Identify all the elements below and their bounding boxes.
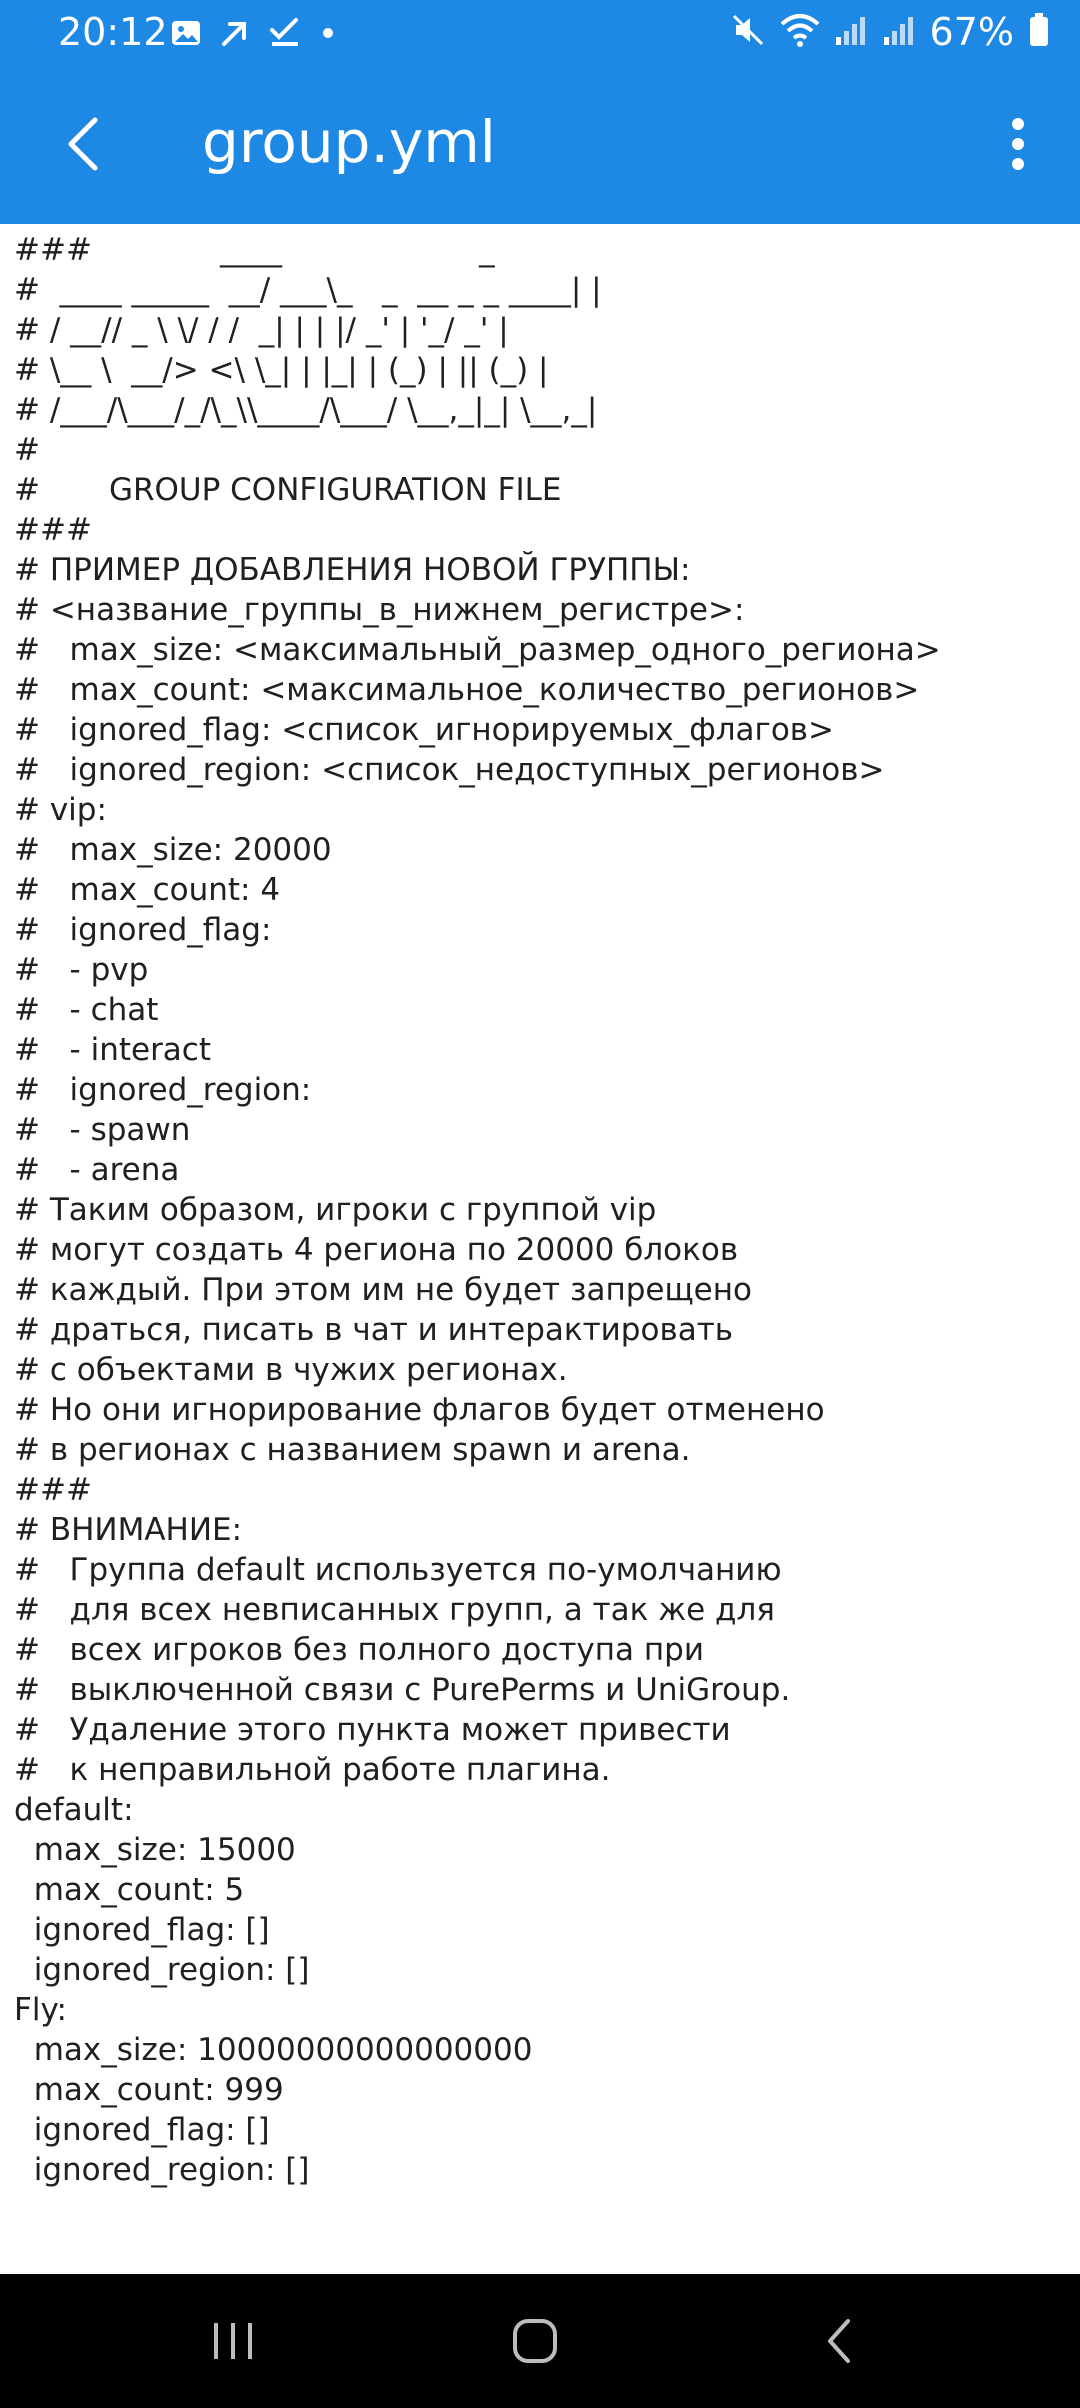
status-time: 20:12	[58, 10, 168, 54]
back-button[interactable]	[44, 104, 124, 184]
code-line: # в регионах с названием spawn и arena.	[14, 1432, 691, 1468]
dot-icon	[318, 23, 338, 47]
code-line: # <название_группы_в_нижнем_регистре>:	[14, 592, 745, 628]
code-line: # - pvp	[14, 952, 149, 988]
code-line: max_size: 10000000000000000	[14, 2032, 533, 2068]
code-line: ignored_region: []	[14, 1952, 310, 1988]
code-line: max_count: 999	[14, 2072, 284, 2108]
code-line: # GROUP CONFIGURATION FILE	[14, 472, 562, 508]
recents-icon	[208, 2317, 258, 2365]
code-line: # всех игроков без полного доступа при	[14, 1632, 704, 1668]
code-line: # каждый. При этом им не будет запрещено	[14, 1272, 752, 1308]
code-line: # /___/\___/_/\_\\____/\___/ \__,_|_| \__,_|	[14, 392, 598, 428]
mute-icon	[730, 12, 766, 52]
code-line: ignored_flag: []	[14, 1912, 270, 1948]
more-options-button[interactable]	[978, 104, 1058, 184]
code-line: Fly:	[14, 1992, 67, 2028]
system-back-button[interactable]	[800, 2301, 880, 2381]
code-line: # Таким образом, игроки с группой vip	[14, 1192, 657, 1228]
code-line: # ignored_flag:	[14, 912, 272, 948]
code-line: # ВНИМАНИЕ:	[14, 1512, 243, 1548]
code-line: max_size: 15000	[14, 1832, 296, 1868]
check-inbox-icon	[268, 16, 302, 54]
file-text	[14, 230, 1070, 2190]
code-line: ###	[14, 1472, 92, 1508]
arrow-left-icon	[59, 114, 109, 174]
code-line: # могут создать 4 региона по 20000 блоков	[14, 1232, 739, 1268]
app-bar	[0, 0, 1080, 224]
status-icons-right	[730, 10, 1050, 54]
code-line: # max_size: 20000	[14, 832, 332, 868]
code-line: # драться, писать в чат и интерактировать	[14, 1312, 734, 1348]
status-icons-left	[170, 16, 338, 54]
code-line: # для всех невписанных групп, а так же для	[14, 1592, 775, 1628]
code-line: # Но они игнорирование флагов будет отменено	[14, 1392, 825, 1428]
code-line: ignored_region: []	[14, 2152, 310, 2188]
code-line: # - chat	[14, 992, 159, 1028]
chevron-left-icon	[820, 2316, 860, 2366]
wifi-icon	[780, 12, 820, 52]
code-line: # выключенной связи с PurePerms и UniGroup.	[14, 1672, 791, 1708]
code-line: default:	[14, 1792, 134, 1828]
code-line: # max_count: <максимальное_количество_регионов>	[14, 672, 920, 708]
page-title: group.yml	[202, 108, 496, 176]
code-line: ignored_flag: []	[14, 2112, 270, 2148]
code-line: # Удаление этого пункта может привести	[14, 1712, 731, 1748]
code-line: # max_count: 4	[14, 872, 281, 908]
recents-button[interactable]	[193, 2301, 273, 2381]
code-line: # vip:	[14, 792, 107, 828]
file-content-view[interactable]	[0, 224, 1080, 2274]
code-line: max_count: 5	[14, 1872, 245, 1908]
code-line: # с объектами в чужих регионах.	[14, 1352, 568, 1388]
code-line: # - spawn	[14, 1112, 191, 1148]
code-line: # к неправильной работе плагина.	[14, 1752, 611, 1788]
code-line: # ignored_region: <список_недоступных_регионов>	[14, 752, 885, 788]
code-line: # ____ _____ __/ ___\_ _ __ _ _ ____| |	[14, 272, 602, 308]
system-nav-bar	[0, 2274, 1080, 2408]
code-line: # \__ \ __/> <\ \_| | |_| | (_) | || (_) |	[14, 352, 549, 388]
signal-icon	[834, 13, 868, 51]
signal-icon	[882, 13, 916, 51]
home-button[interactable]	[495, 2301, 575, 2381]
code-line: # Группа default используется по-умолчанию	[14, 1552, 782, 1588]
code-line: ###	[14, 512, 92, 548]
code-line: # / __// _ \ \/ / / _| | | |/ _' | '_/ _' |	[14, 312, 509, 348]
toolbar	[0, 72, 1080, 224]
code-line: ### ____ _	[14, 232, 495, 268]
code-line: # ignored_flag: <список_игнорируемых_флагов>	[14, 712, 835, 748]
image-icon	[170, 17, 202, 53]
battery-icon	[1028, 12, 1050, 52]
code-line: # - arena	[14, 1152, 180, 1188]
code-line: # ПРИМЕР ДОБАВЛЕНИЯ НОВОЙ ГРУППЫ:	[14, 552, 691, 588]
arrow-up-right-icon	[218, 16, 252, 54]
status-bar	[0, 0, 1080, 72]
code-line: # - interact	[14, 1032, 212, 1068]
code-line: # max_size: <максимальный_размер_одного_региона>	[14, 632, 941, 668]
more-vert-icon	[1008, 114, 1028, 174]
code-line: #	[14, 432, 40, 468]
code-line: # ignored_region:	[14, 1072, 312, 1108]
home-icon	[510, 2316, 560, 2366]
battery-percent: 67%	[929, 10, 1014, 54]
